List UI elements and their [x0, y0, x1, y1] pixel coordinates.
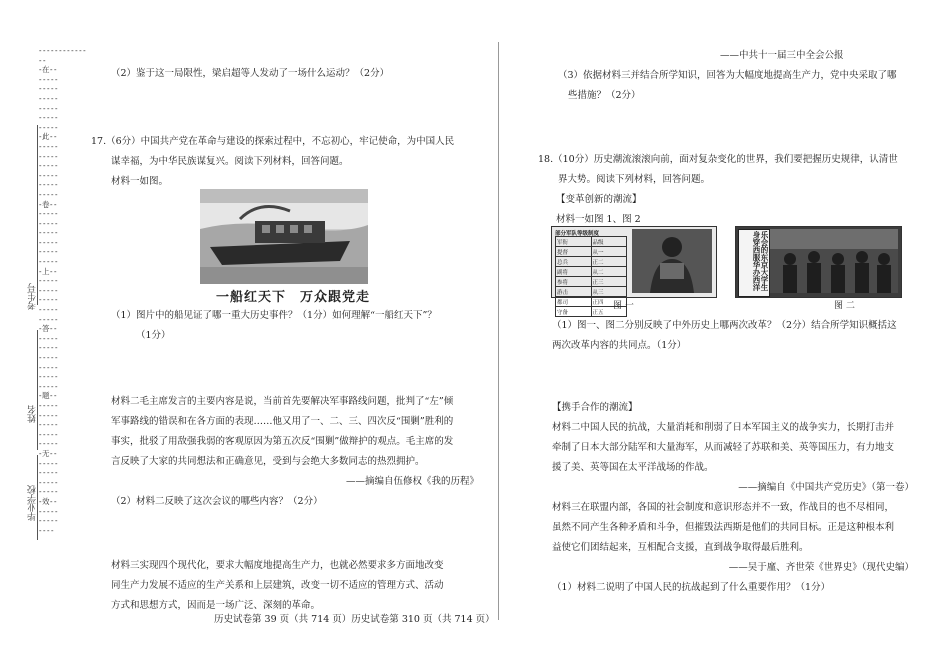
- figure-1-table-cell: 副将: [556, 267, 592, 277]
- figure-2-label: 图 二: [834, 301, 855, 311]
- source-communique: ——中共十一届三中全会公报: [720, 50, 844, 61]
- figure-1-table-row: [556, 257, 627, 267]
- page-footer: 历史试卷第 39 页（共 714 页）历史试卷第 310 页（共 714 页）: [214, 614, 495, 625]
- figure-1-table-cell: 正五: [591, 307, 627, 317]
- school-label: 毕业学校: [28, 485, 38, 521]
- section-cooperation: 【携手合作的潮流】: [552, 402, 638, 413]
- figure-1-table-cell: 总兵: [556, 257, 592, 267]
- column-divider: [498, 42, 499, 620]
- figure-1-table-cell: 从二: [591, 267, 627, 277]
- binding-char: 上: [42, 266, 50, 276]
- figure-1-table-cell: 正四: [591, 297, 627, 307]
- figure-1-table-cell: 从一: [591, 247, 627, 257]
- question-18-intro: 18.（10分）历史潮流滚滚向前，面对复杂变化的世界，我们要把握历史规律，认清世 界大势。阅读下列材料，回答问题。 【变革创新的潮流】 材料一如图 1、图 2: [538, 150, 918, 230]
- binding-strip: ------------ -- -在-- ----- ----- ----- ----- ----- ----- -此-- ----- ----- ----- ----- ----- ----- -卷-- ----- ----- ----- ----- ----- ----- -上-- ----- ----- ----- ----- ----- -答-- ----- ----- ----- ----- ----- ----- -题-- ----- ----- ----- ----- ----- -无-- ----- ----- ----- ----- -效-- ----- ----- ----: [38, 46, 87, 535]
- figure-1-table-cell: 守备: [556, 307, 592, 317]
- figure-1-table-row: [556, 287, 627, 297]
- figure-1-table-row: [556, 247, 627, 257]
- figure-2-side-text: 乐会的东京大学生身穿西服华办西洋: [738, 229, 770, 297]
- figure-1-table-cell: 品级: [591, 237, 627, 247]
- figure-1-table-cell: 参将: [556, 277, 592, 287]
- material-1-label: 材料一如图。: [111, 176, 169, 187]
- exam-no-label: 考生号: [28, 283, 38, 310]
- figure-1-portrait: [632, 229, 712, 293]
- binding-char: 卷: [42, 199, 50, 209]
- figure-1-table-row: [556, 237, 627, 247]
- figure-1-table-cell: 正三: [591, 277, 627, 287]
- material-2-right: 【携手合作的潮流】 材料二中国人民的抗战，大量消耗和削弱了日本军国主义的战争实力，长期打击并 牵制了日本大部分陆军和大量海军，从而减轻了苏联和美、英等国压力，有力地支 援了美、英等国在太平洋战场的作战。 ——摘编自《中国共产党历史》（第一卷） 材料三在联盟内部，各国的社会制度和意识形态并不一致，作战目的也不尽相同， 虽然不同产生各种矛盾和斗争，但摧毁法西斯是他们的共同目标。正是这种根本利 益使它们团结起来，互相配合支援，直到战争取得最后胜利。 ——吴于廑、齐世荣《世界史》（现代史编） （1）材料二说明了中国人民的抗战起到了什么重要作用？（1分）: [552, 398, 914, 598]
- binding-char: 效: [42, 496, 50, 506]
- binding-char: 题: [42, 391, 50, 401]
- photo-caption: 一船红天下 万众跟党走: [216, 290, 371, 305]
- figure-1-table-row: [556, 267, 627, 277]
- question-16-2: （2）鉴于这一局限性，梁启超等人发动了一场什么运动？（2分）: [111, 68, 390, 79]
- figure-1-table-cell: 军衔: [556, 237, 592, 247]
- figure-1-table-cell: 提督: [556, 247, 592, 257]
- material-3: 材料三实现四个现代化，要求大幅度地提高生产力，也就必然要求多方面地改变 同生产力发展不适应的生产关系和上层建筑，改变一切不适应的管理方式、活动 方式和思想方式，因而是一场广泛、深刻的革命。: [111, 560, 444, 611]
- binding-line: [37, 330, 38, 450]
- material-1-figs-label: 材料一如图 1、图 2: [556, 214, 641, 225]
- red-boat-photo: [200, 189, 368, 284]
- name-label: 姓名: [28, 405, 38, 423]
- question-18-2: （1）材料二说明了中国人民的抗战起到了什么重要作用？（1分）: [552, 582, 831, 593]
- material-2: 材料二毛主席发言的主要内容是说，当前首先要解决军事路线问题，批判了“左”倾 军事路线的错误和在各方面的表现……他又用了一、二、三、四次反“围剿”胜利的 事实，批驳了用敌强我弱的客观原因为第五次反“围剿”做辩护的观点。毛主席的发 言反映了大家的共同想法和正确意见，受到与会绝大多数同志的热烈拥护。 ——摘编自伍修权《我的历程》 （2）材料二反映了这次会议的哪些内容？（2分）: [111, 392, 489, 512]
- figure-1-table-row: [556, 277, 627, 287]
- section-reform: 【变革创新的潮流】: [556, 194, 642, 205]
- figure-1-table-cell: 游击: [556, 287, 592, 297]
- figure-2-photo: [770, 229, 898, 293]
- question-17-intro: 17.（6分）中国共产党在革命与建设的探索过程中，不忘初心，牢记使命，为中国人民 谋幸福，为中华民族谋复兴。阅读下列材料，回答问题。 材料一如图。: [91, 132, 471, 192]
- figure-1-table-cell: 都司: [556, 297, 592, 307]
- binding-char: 答: [42, 324, 50, 334]
- binding-char: 无: [42, 448, 50, 458]
- question-17-3: （3）依据材料三并结合所学知识，回答为大幅度地提高生产力，党中央采取了哪 些措施？（2分）: [558, 70, 897, 101]
- question-17-1: （1）图片中的船见证了哪一重大历史事件？（1分）如何理解“一船红天下”？ （1分）: [111, 310, 437, 341]
- binding-char: 此: [42, 132, 50, 142]
- material-2-right-source: ——摘编自《中国共产党历史》（第一卷）: [738, 482, 914, 493]
- material-3-right-source: ——吴于廑、齐世荣《世界史》（现代史编）: [728, 562, 914, 573]
- figure-1-table-title: 部分军队等级制度: [555, 231, 600, 237]
- binding-line: [37, 125, 38, 305]
- figure-1-label: 图 一: [613, 301, 634, 311]
- figure-2: [735, 226, 902, 298]
- binding-dashes: ------------: [38, 46, 87, 55]
- binding-char: 在: [42, 65, 50, 75]
- question-18-1: （1）图一、图二分别反映了中外历史上哪两次改革？（2分）结合所学知识概括这 两次改革内容的共同点。（1分）: [552, 320, 897, 351]
- figure-1-table-cell: 从三: [591, 287, 627, 297]
- boat-image: [200, 189, 368, 284]
- question-17-2: （2）材料二反映了这次会议的哪些内容？（2分）: [111, 496, 323, 507]
- material-2-source: ——摘编自伍修权《我的历程》: [345, 476, 479, 487]
- figure-1-table-cell: 正二: [591, 257, 627, 267]
